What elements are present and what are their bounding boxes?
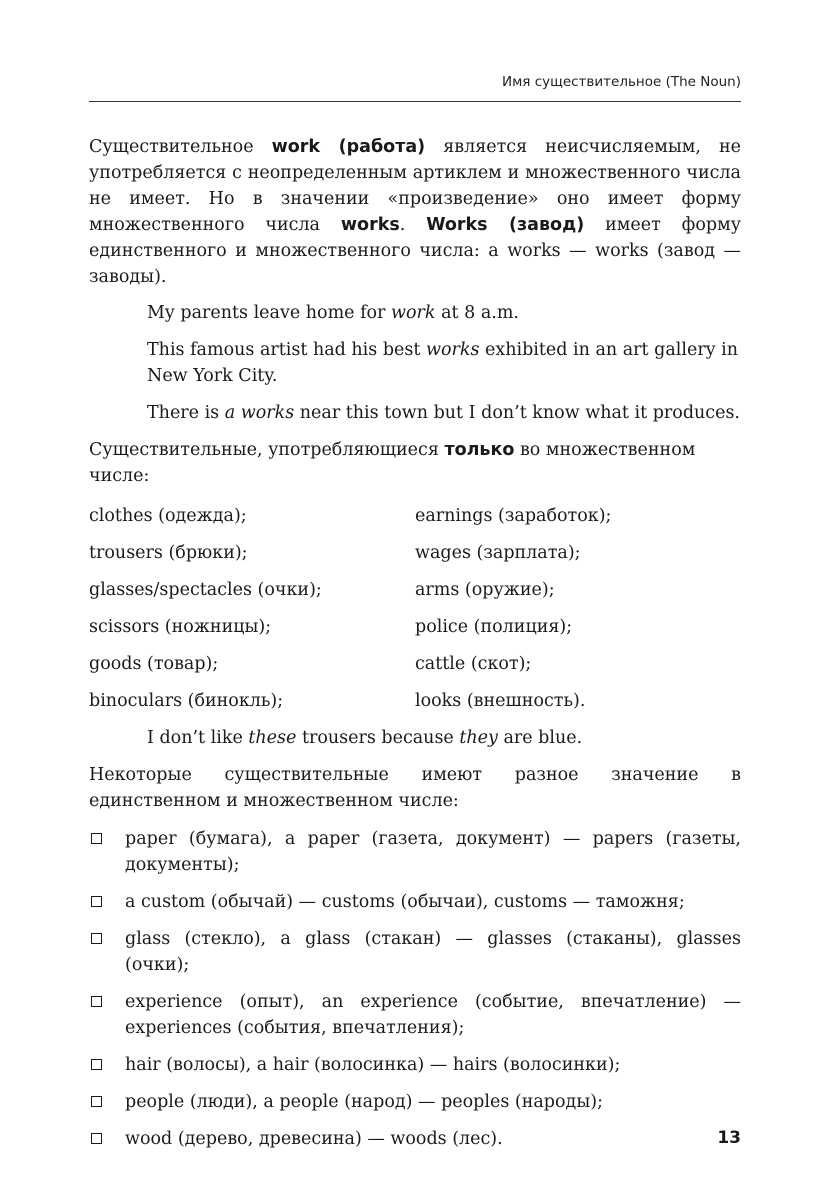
intro-text: Существительное [89, 137, 272, 157]
example-emphasis: works [425, 340, 480, 360]
page-number: 13 [717, 1128, 741, 1148]
checkbox-bullet-icon [91, 833, 102, 844]
intro-text: является неисчисляемым, не употребляется с неопределенным артиклем и множественного числа не имеет. Но в значении «произведение» оно имеет форму множественного числа [89, 137, 741, 235]
example-emphasis: they [459, 728, 498, 748]
different-meaning-list [89, 826, 741, 1152]
plural-only-list [89, 503, 741, 714]
list-item: trousers (брюки); [89, 543, 248, 563]
list-item: scissors (ножницы); [89, 617, 272, 637]
list-item: cattle (скот); [415, 654, 532, 674]
checkbox-bullet-icon [91, 1096, 102, 1107]
intro-text: имеет форму единственного и множественного числа: a works — works (завод — заводы). [89, 215, 741, 287]
example-emphasis: a works [224, 403, 295, 423]
list-item: experience (опыт), an experience (событие, впечатление) — experiences (события, впечатления); [89, 989, 741, 1041]
checkbox-bullet-icon [91, 1059, 102, 1070]
term-works-factory: Works (завод) [426, 215, 585, 235]
list-item: binoculars (бинокль); [89, 691, 284, 711]
example-sentence: This famous artist had his best works exhibited in an art gallery in New York City. [147, 340, 739, 386]
list-item: wages (зарплата); [415, 543, 581, 563]
example-sentence: My parents leave home for work at 8 a.m. [147, 303, 519, 323]
different-meaning-heading: Некоторые существительные имеют разное значение в единственном и множественном числе: [89, 765, 741, 811]
checkbox-bullet-icon [91, 933, 102, 944]
list-item: hair (волосы), a hair (волосинка) — hairs (волосинки); [89, 1052, 741, 1078]
list-item: clothes (одежда); [89, 506, 247, 526]
term-only: только [444, 440, 515, 460]
list-item: wood (дерево, древесина) — woods (лес). [89, 1126, 741, 1152]
checkbox-bullet-icon [91, 896, 102, 907]
plural-only-heading: Существительные, употребляющиеся только во множественном числе: [89, 440, 696, 486]
checkbox-bullet-icon [91, 996, 102, 1007]
example-emphasis: work [391, 303, 436, 323]
term-work: work (работа) [271, 137, 426, 157]
example-emphasis: these [248, 728, 297, 748]
list-item: earnings (заработок); [415, 506, 612, 526]
intro-text: . [399, 215, 427, 235]
running-head: Имя существительное (The Noun) [502, 74, 741, 90]
list-item: police (полиция); [415, 617, 573, 637]
list-item: glasses/spectacles (очки); [89, 580, 322, 600]
example-sentence: There is a works near this town but I don’t know what it produces. [147, 403, 740, 423]
list-item: a custom (обычай) — customs (обычаи), customs — таможня; [89, 889, 741, 915]
header-rule [89, 101, 741, 102]
list-item: people (люди), a people (народ) — peoples (народы); [89, 1089, 741, 1115]
list-item: paper (бумага), a paper (газета, документ) — papers (газеты, документы); [89, 826, 741, 878]
intro-paragraph [89, 134, 741, 290]
list-item: goods (товар); [89, 654, 219, 674]
list-item: glass (стекло), a glass (стакан) — glasses (стаканы), glasses (очки); [89, 926, 741, 978]
page-content [89, 134, 741, 1163]
term-works: works [340, 215, 400, 235]
list-item: looks (внешность). [415, 691, 586, 711]
example-sentence: I don’t like these trousers because they are blue. [147, 728, 583, 748]
list-item: arms (оружие); [415, 580, 555, 600]
